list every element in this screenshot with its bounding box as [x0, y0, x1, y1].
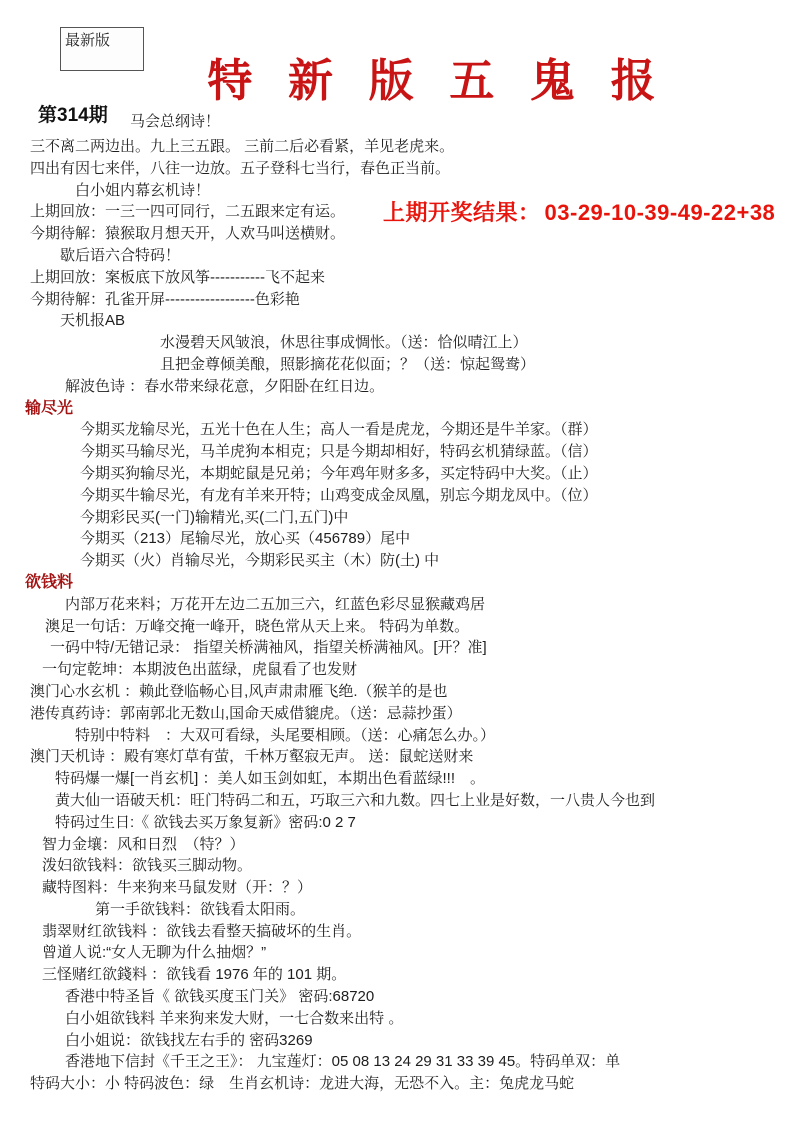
text-line: 一码中特/无错记录： 指望关桥满袖风，指望关桥满袖风。[开？准]	[50, 639, 487, 657]
text-line: 澳足一句话：万峰交掩一峰开，晓色常从天上来。 特码为单数。	[45, 617, 470, 635]
text-line: 特码过生日:《 欲钱去买万象复新》密码:0 2 7	[55, 813, 356, 831]
text-line: 今期待解：孔雀开屏------------------色彩艳	[30, 290, 300, 308]
text-line: 第一手欲钱料：欲钱看太阳雨。	[95, 900, 306, 918]
text-line: 四出有因七来伴，八往一边放。五子登科七当行，春色正当前。	[30, 159, 451, 177]
text-line: 白小姐内幕玄机诗！	[75, 181, 211, 199]
text-line: 歇后语六合特码！	[60, 246, 181, 264]
text-line: 今期买（213）尾输尽光，放心买（456789）尾中	[80, 530, 411, 548]
text-line: 水漫碧天风皱浪，休思往事成惆怅。（送：恰似晴江上）	[160, 334, 528, 352]
issue-number: 第314期	[38, 105, 108, 126]
text-line: 香港地下信封《千王之王》： 九宝莲灯：05 08 13 24 29 31 33 39 45。特码单双：单	[65, 1053, 621, 1071]
text-line: 一句定乾坤：本期波色出蓝绿，虎鼠看了也发财	[42, 661, 358, 679]
text-line: 特码大小：小 特码波色：绿 生肖玄机诗：龙进大海，无恐不入。主：兔虎龙马蛇	[30, 1075, 575, 1093]
result-numbers: 03-29-10-39-49-22+38	[544, 200, 776, 225]
text-line: 今期买（火）肖输尽光，今期彩民买主（木）防(土) 中	[80, 552, 440, 570]
section-header: 欲钱料	[25, 573, 74, 591]
text-line: 泼妇欲钱料：欲钱买三脚动物。	[42, 857, 253, 875]
text-line: 特别中特料 ：大双可看绿，头尾要相顾。（送：心痛怎么办。）	[75, 726, 496, 744]
edition-badge-label: 最新版	[65, 32, 111, 49]
text-line: 智力金壤：风和日烈 （特？）	[42, 835, 245, 853]
text-line: 天机报AB	[60, 312, 126, 330]
body-lines	[0, 136, 793, 1095]
text-line: 内部万花来料；万花开左边二五加三六，红蓝色彩尽显猴藏鸡居	[65, 595, 486, 613]
text-line: 今期买狗输尽光，本期蛇鼠是兄弟；今年鸡年财多多，买定特码中大奖。（止）	[80, 464, 598, 482]
text-line: 今期彩民买(一门)输精光,买(二门,五门)中	[80, 508, 349, 526]
text-line: 香港中特圣旨《 欲钱买度玉门关》 密码:68720	[65, 988, 375, 1006]
result-label: 上期开奖结果：	[383, 200, 541, 225]
intro-label: 马会总纲诗！	[130, 113, 221, 130]
text-line: 今期待解：猿猴取月想天开，人欢马叫送横财。	[30, 225, 346, 243]
text-line: 黄大仙一语破天机：旺门特码二和五，巧取三六和九数。四七上业是好数，一八贵人今也到	[55, 791, 656, 809]
text-line: 藏特图料：牛来狗来马鼠发财（开：？）	[42, 879, 313, 897]
text-line: 且把金尊倾美酿，照影摘花花似面；？（送：惊起鸳鸯）	[160, 355, 536, 373]
text-line: 三不离二两边出。九上三五跟。 三前二后必看紧，羊见老虎来。	[30, 138, 455, 155]
text-line: 今期买马输尽光，马羊虎狗本相克；只是今期却相好，特码玄机猜绿蓝。（信）	[80, 443, 598, 461]
text-line: 今期买牛输尽光，有龙有羊来开特；山鸡变成金凤凰，别忘今期龙凤中。（位）	[80, 486, 598, 504]
section-header: 输尽光	[25, 399, 74, 417]
text-line: 上期回放：一三一四可同行，二五跟来定有运。	[30, 203, 346, 221]
text-line: 澳门心水玄机 ：赖此登临畅心目,风声肃肃雁飞绝.（猴羊的是也	[30, 682, 448, 700]
text-line: 上期回放：案板底下放风筝-----------飞不起来	[30, 268, 325, 286]
text-line: 曾道人说:“女人无聊为什么抽烟？”	[42, 944, 267, 962]
text-line: 澳门天机诗 ：殿有寒灯草有萤，千林万壑寂无声。 送：鼠蛇送财来	[30, 748, 474, 766]
page-title: 特 新 版 五 鬼 报	[207, 54, 666, 107]
text-line: 港传真药诗：郭南郭北无数山,国命天威借貔虎。（送：忌蒜抄蛋）	[30, 704, 462, 722]
text-line: 特码爆一爆[一肖玄机] ：美人如玉剑如虹，本期出色看蓝绿!!! 。	[55, 770, 486, 788]
text-line: 翡翠财红欲钱料 ：欲钱去看整天搞破坏的生肖。	[42, 922, 362, 940]
text-line: 三怪赌红欲錢料 ：欲钱看 1976 年的 101 期。	[42, 966, 347, 984]
text-line: 解波色诗 ：春水带来绿花意，夕阳卧在红日边。	[65, 377, 385, 395]
text-line: 白小姐欲钱料 羊来狗来发大财，一七合数来出特 。	[65, 1009, 404, 1027]
text-line: 今期买龙输尽光，五光十色在人生；高人一看是虎龙，今期还是牛羊家。（群）	[80, 421, 598, 439]
text-line: 白小姐说：欲钱找左右手的 密码3269	[65, 1031, 313, 1049]
